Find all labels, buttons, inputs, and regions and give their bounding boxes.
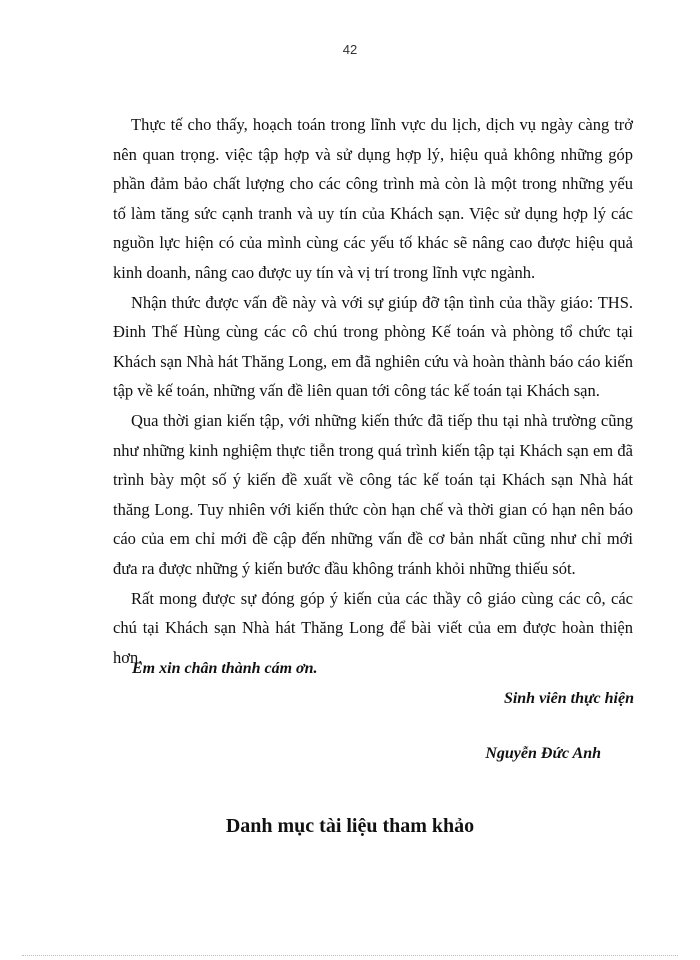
paragraph-request-feedback: Rất mong được sự đóng góp ý kiến của các thầy cô giáo cùng các cô, các chú tại Khách sạn Nhà hát Thăng Long để bài viết của em được hoàn thiện hơn. [113,588,633,667]
page-bottom-divider [22,955,678,956]
paragraph-acknowledgement: Nhận thức được vấn đề này và với sự giúp đỡ tận tình của thầy giáo: THS. Đinh Thế Hùng cùng các cô chú trong phòng Kế toán và phòng tổ chức tại Khách sạn Nhà hát Thăng Long, em đã nghiên cứu và hoàn thành báo cáo kiến tập về kế toán, những vấn đề liên quan tới công tác kế toán tại Khách sạn. [113,292,633,401]
signature-role: Sinh viên thực hiện [503,690,634,707]
page-number: 42 [342,42,358,57]
references-heading: Danh mục tài liệu tham khảo [225,815,475,837]
paragraph-intro: Thực tế cho thấy, hoạch toán trong lĩnh vực du lịch, dịch vụ ngày càng trở nên quan trọng. việc tập hợp và sử dụng hợp lý, hiệu quả không những góp phần đảm bảo chất lượng cho các công trình mà còn là một trong những yếu tố làm tăng sức cạnh tranh và uy tín của Khách sạn. Việc sử dụng hợp lý các nguồn lực hiện có của mình cùng các yếu tố khác sẽ nâng cao được hiệu quả kinh doanh, nâng cao được uy tín và vị trí trong lĩnh vực ngành. [113,115,633,282]
paragraph-internship-summary: Qua thời gian kiến tập, với những kiến thức đã tiếp thu tại nhà trường cũng như những kinh nghiệm thực tiễn trong quá trình kiến tập tại Khách sạn em đã trình bày một số ý kiến đề xuất về công tác kế toán tại Khách sạn Nhà hát thăng Long. Tuy nhiên với kiến thức còn hạn chế và thời gian có hạn nên báo cáo của em chỉ mới đề cập đến những vấn đề cơ bản nhất cũng như chỉ mới đưa ra được những ý kiến bước đầu không tránh khỏi những thiếu sót. [113,410,633,578]
signature-name: Nguyễn Đức Anh [485,745,601,762]
body-text [113,110,633,672]
thanks-line: Em xin chân thành cám ơn. [132,660,318,677]
